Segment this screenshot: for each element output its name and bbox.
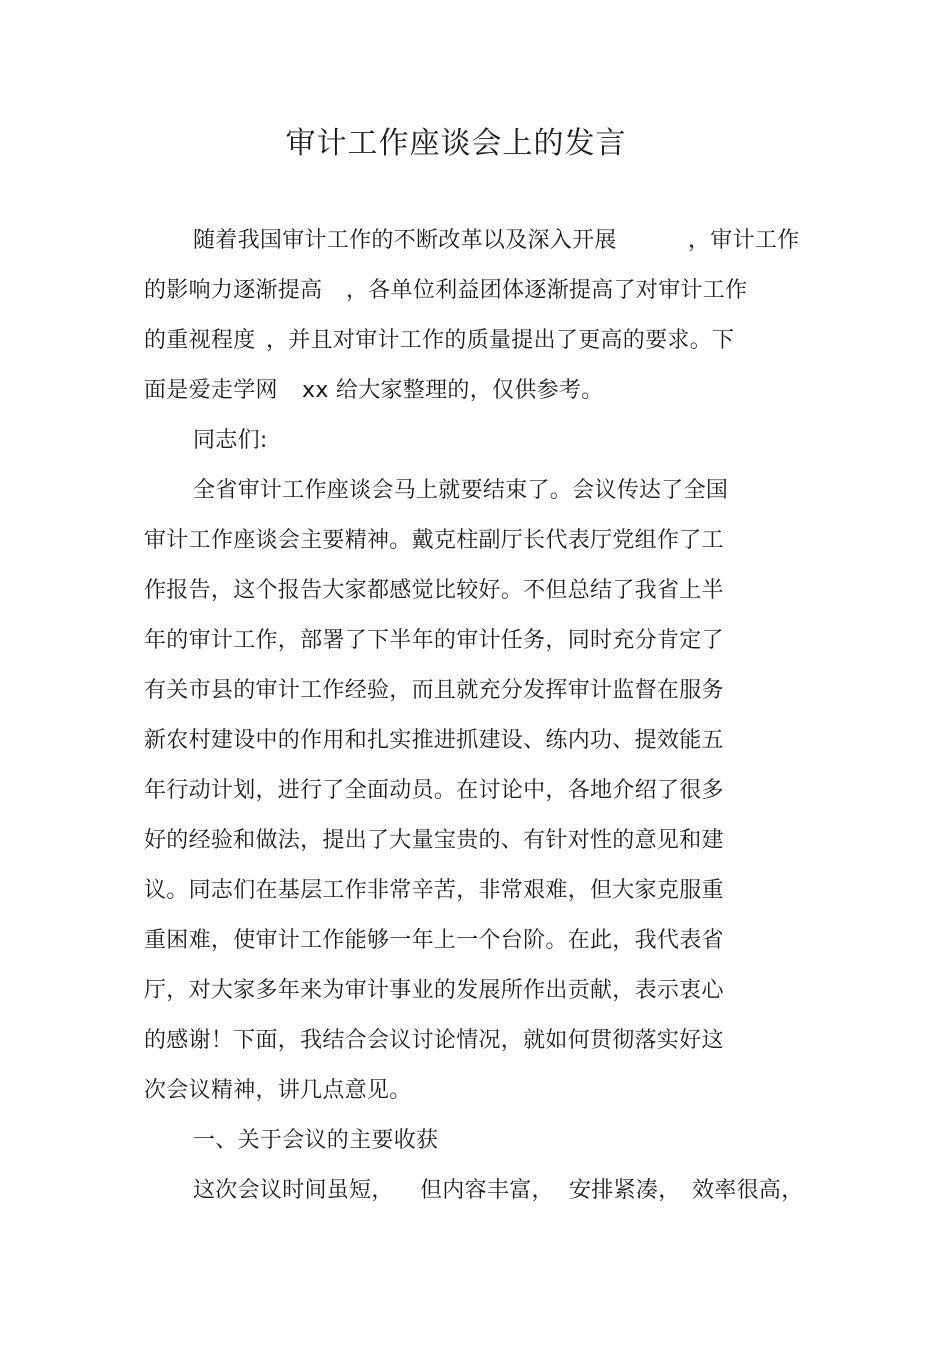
text-line: ，各单位利益团体逐渐提高了对审计工作 bbox=[346, 278, 748, 303]
document-title: 审计工作座谈会上的发言 bbox=[285, 126, 627, 161]
text-line: 议。同志们在基层工作非常辛苦，非常艰难，但大家克服重 bbox=[144, 878, 724, 903]
text-line: 好的经验和做法，提出了大量宝贵的、有针对性的意见和建 bbox=[144, 828, 724, 853]
text-line: 厅，对大家多年来为审计事业的发展所作出贡献，表示衷心 bbox=[144, 978, 724, 1003]
text-line: ，审计工作 bbox=[688, 228, 800, 253]
text-line: 随着我国审计工作的不断改革以及深入开展 bbox=[193, 228, 617, 253]
text-line: 年行动计划，进行了全面动员。在讨论中，各地介绍了很多 bbox=[144, 778, 724, 803]
text-line: 的影响力逐渐提高 bbox=[144, 278, 323, 303]
text-line: 的感谢！下面，我结合会议讨论情况，就如何贯彻落实好这 bbox=[144, 1028, 724, 1053]
text-line: 全省审计工作座谈会马上就要结束了。会议传达了全国 bbox=[193, 478, 729, 503]
text-line: 重困难，使审计工作能够一年上一个台阶。在此，我代表省 bbox=[144, 928, 724, 953]
text-line: 年的审计工作，部署了下半年的审计任务，同时充分肯定了 bbox=[144, 628, 724, 653]
text-line: 的重视程度 bbox=[144, 328, 256, 353]
text-line: 安排紧凑， bbox=[569, 1178, 681, 1203]
text-line: xx 给大家整理的，仅供参考。 bbox=[302, 378, 604, 403]
section-heading: 一、关于会议的主要收获 bbox=[193, 1128, 439, 1153]
text-line: 效率很高， bbox=[692, 1178, 804, 1203]
text-line: 但内容丰富， bbox=[420, 1178, 554, 1203]
text-line: 同志们: bbox=[193, 428, 268, 453]
text-line: 审计工作座谈会主要精神。戴克柱副厅长代表厅党组作了工 bbox=[144, 528, 724, 553]
text-line: 面是爱走学网 bbox=[144, 378, 278, 403]
text-line: 次会议精神，讲几点意见。 bbox=[144, 1078, 412, 1103]
text-line: 作报告，这个报告大家都感觉比较好。不但总结了我省上半 bbox=[144, 578, 724, 603]
text-line: 这次会议时间虽短， bbox=[193, 1178, 394, 1203]
text-line: 新农村建设中的作用和扎实推进抓建设、练内功、提效能五 bbox=[144, 728, 724, 753]
text-line: ，并且对审计工作的质量提出了更高的要求。下 bbox=[266, 328, 735, 353]
text-line: 有关市县的审计工作经验，而且就充分发挥审计监督在服务 bbox=[144, 678, 724, 703]
